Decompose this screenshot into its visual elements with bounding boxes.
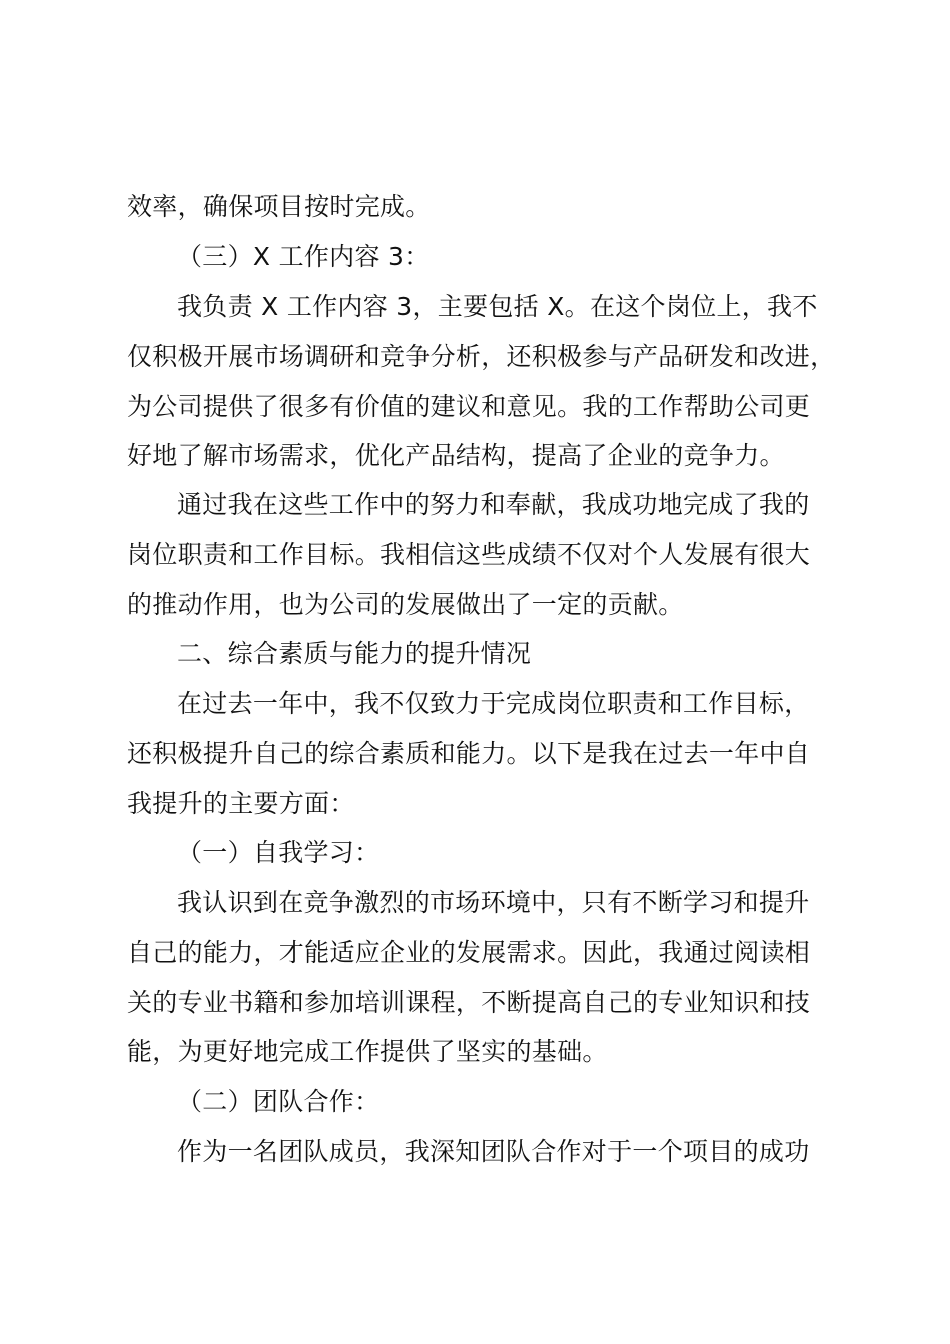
section-heading: （二）团队合作： <box>177 1087 380 1116</box>
text-line: 我认识到在竞争激烈的市场环境中，只有不断学习和提升 <box>177 888 810 917</box>
text-line: 自己的能力，才能适应企业的发展需求。因此，我通过阅读相 <box>127 938 811 967</box>
text-line: 在过去一年中，我不仅致力于完成岗位职责和工作目标， <box>177 689 810 718</box>
text-line: 关的专业书籍和参加培训课程，不断提高自己的专业知识和技 <box>127 988 811 1017</box>
text-line: 还积极提升自己的综合素质和能力。以下是我在过去一年中自 <box>127 739 811 768</box>
text-line: 为公司提供了很多有价值的建议和意见。我的工作帮助公司更 <box>127 392 811 421</box>
text-line: 能，为更好地完成工作提供了坚实的基础。 <box>127 1037 608 1066</box>
section-heading: （三）X 工作内容 3： <box>177 242 430 271</box>
text-line: 效率，确保项目按时完成。 <box>127 192 431 221</box>
text-line: 仅积极开展市场调研和竞争分析，还积极参与产品研发和改进， <box>127 342 836 371</box>
section-heading: 二、综合素质与能力的提升情况 <box>177 639 532 668</box>
text-line: 好地了解市场需求，优化产品结构，提高了企业的竞争力。 <box>127 441 785 470</box>
text-line: 作为一名团队成员，我深知团队合作对于一个项目的成功 <box>177 1137 810 1166</box>
text-line: 我提升的主要方面： <box>127 789 355 818</box>
text-line: 我负责 X 工作内容 3，主要包括 X。在这个岗位上，我不 <box>177 292 818 321</box>
text-line: 通过我在这些工作中的努力和奉献，我成功地完成了我的 <box>177 490 810 519</box>
section-heading: （一）自我学习： <box>177 838 380 867</box>
text-line: 的推动作用，也为公司的发展做出了一定的贡献。 <box>127 590 684 619</box>
text-line: 岗位职责和工作目标。我相信这些成绩不仅对个人发展有很大 <box>127 540 811 569</box>
